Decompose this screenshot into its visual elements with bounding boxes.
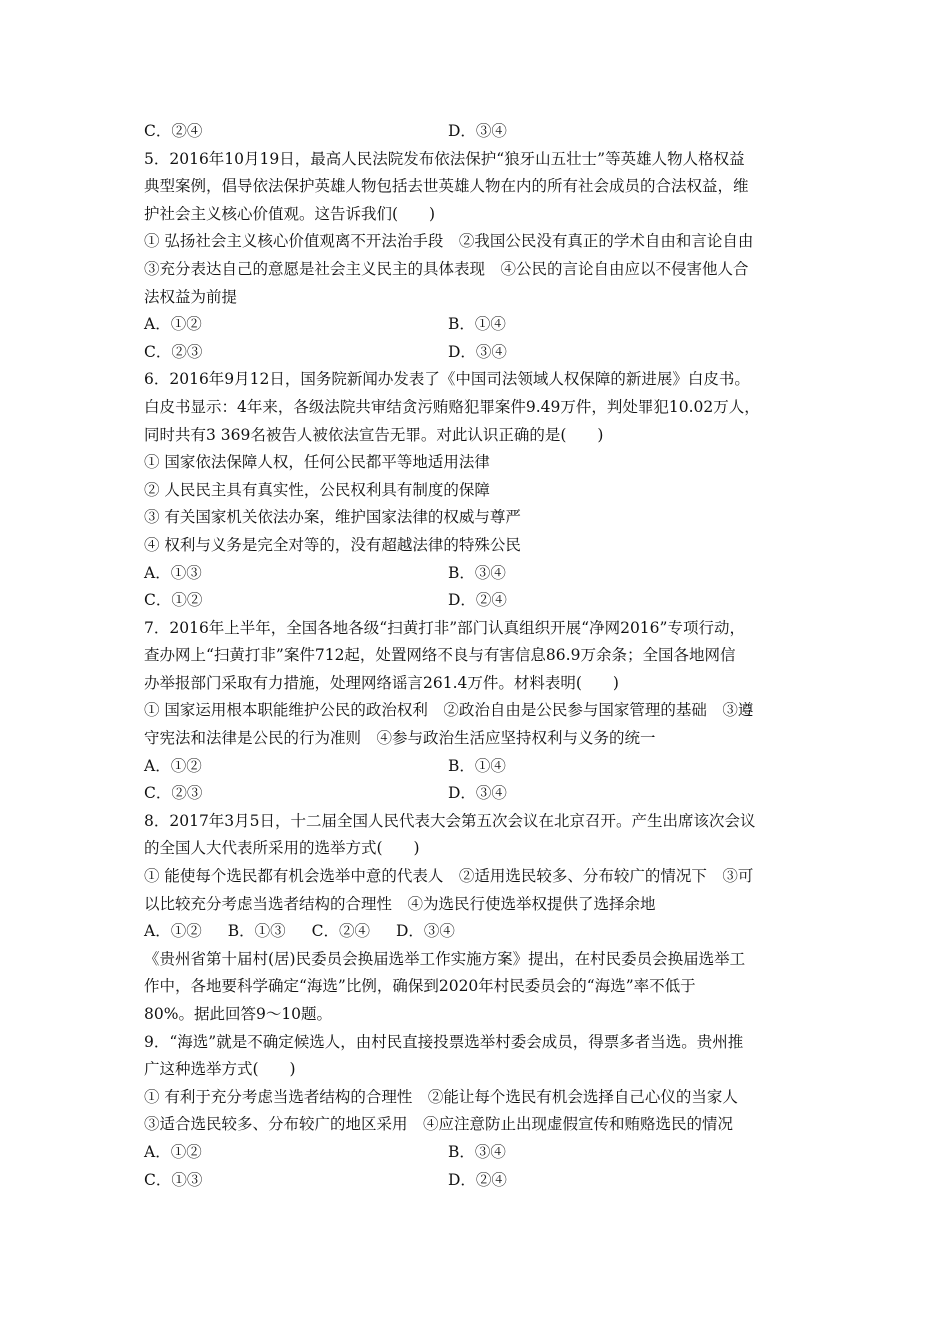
- q6-line: ③ 有关国家机关依法办案，维护国家法律的权威与尊严: [144, 508, 521, 527]
- q6-option-d: D．②④: [448, 591, 507, 610]
- question-9: [144, 1029, 816, 1195]
- q8-option-d: D．③④: [395, 922, 455, 941]
- q5-options-ab: [144, 311, 816, 339]
- q7-line: 7．2016年上半年，全国各地各级“扫黄打非”部门认真组织开展“净网2016”专项行动，: [144, 618, 745, 637]
- q5-line: 5．2016年10月19日，最高人民法院发布依法保护“狼牙山五壮士”等英雄人物人格权益: [144, 149, 745, 168]
- q6-option-c: C．①②: [144, 591, 203, 610]
- q5-line: 法权益为前提: [144, 287, 238, 306]
- q9-options-ab: [144, 1139, 816, 1167]
- q6-option-a: A．①③: [144, 563, 202, 582]
- q7-option-a: A．①②: [144, 756, 202, 775]
- q8-line: 的全国人大代表所采用的选举方式( ): [144, 839, 420, 858]
- q6-line: 6．2016年9月12日，国务院新闻办发表了《中国司法领域人权保障的新进展》白皮书。: [144, 370, 750, 389]
- material-line: 80%。据此回答9～10题。: [144, 1005, 333, 1023]
- q6-options-ab: [144, 560, 816, 588]
- q9-option-a: A．①②: [144, 1142, 202, 1161]
- q5-option-a: A．①②: [144, 315, 202, 334]
- q6-line: ① 国家依法保障人权，任何公民都平等地适用法律: [144, 453, 490, 472]
- q4-options-cd: [144, 118, 816, 146]
- q9-option-b: B．③④: [448, 1142, 506, 1161]
- q6-line: 同时共有3 369名被告人被依法宣告无罪。对此认识正确的是( ): [144, 425, 604, 444]
- q7-line: 守宪法和法律是公民的行为准则 ④参与政治生活应坚持权利与义务的统一: [144, 729, 656, 748]
- q6-option-b: B．③④: [448, 563, 506, 582]
- q8-option-a: A．①②: [144, 922, 202, 941]
- q8-options: [144, 918, 816, 946]
- question-8: [144, 808, 816, 946]
- q6-line: 白皮书显示：4年来，各级法院共审结贪污贿赂犯罪案件9.49万件，判处罪犯10.02万人，: [144, 397, 760, 416]
- q4-option-d: D．③④: [448, 122, 507, 140]
- material-line: 《贵州省第十届村(居)民委员会换届选举工作实施方案》提出，在村民委员会换届选举工: [144, 949, 746, 968]
- q5-option-d: D．③④: [448, 342, 507, 361]
- q9-option-d: D．②④: [448, 1170, 507, 1189]
- q9-line: 9．“海选”就是不确定候选人，由村民直接投票选举村委会成员，得票多者当选。贵州推: [144, 1032, 744, 1051]
- exam-page: [144, 118, 816, 1194]
- q5-line: 典型案例，倡导依法保护英雄人物包括去世英雄人物在内的所有社会成员的合法权益，维: [144, 177, 749, 196]
- q8-option-c: C．②④: [311, 922, 370, 941]
- question-6: [144, 366, 816, 614]
- q5-option-c: C．②③: [144, 342, 203, 361]
- question-5: [144, 146, 816, 367]
- q5-options-cd: [144, 339, 816, 367]
- q5-line: ① 弘扬社会主义核心价值观离不开法治手段 ②我国公民没有真正的学术自由和言论自由: [144, 232, 754, 251]
- material-line: 作中，各地要科学确定“海选”比例，确保到2020年村民委员会的“海选”率不低于: [144, 977, 696, 996]
- q5-line: ③充分表达自己的意愿是社会主义民主的具体表现 ④公民的言论自由应以不侵害他人合: [144, 259, 749, 278]
- q7-option-d: D．③④: [448, 784, 507, 803]
- q7-line: 办举报部门采取有力措施，处理网络谣言261.4万件。材料表明( ): [144, 673, 619, 692]
- q8-line: 8．2017年3月5日，十二届全国人民代表大会第五次会议在北京召开。产生出席该次会议: [144, 811, 756, 830]
- q9-line: ③适合选民较多、分布较广的地区采用 ④应注意防止出现虚假宣传和贿赂选民的情况: [144, 1115, 734, 1134]
- material-passage: [144, 946, 816, 1029]
- q5-line: 护社会主义核心价值观。这告诉我们( ): [144, 204, 436, 223]
- q4-option-c: C．②④: [144, 122, 203, 140]
- q7-options-ab: [144, 753, 816, 781]
- q9-line: ① 有利于充分考虑当选者结构的合理性 ②能让每个选民有机会选择自己心仪的当家人: [144, 1087, 738, 1106]
- q6-line: ② 人民民主具有真实性，公民权利具有制度的保障: [144, 480, 490, 499]
- q7-line: ① 国家运用根本职能维护公民的政治权利 ②政治自由是公民参与国家管理的基础 ③遵: [144, 701, 754, 720]
- q5-option-b: B．①④: [448, 315, 506, 334]
- q6-line: ④ 权利与义务是完全对等的，没有超越法律的特殊公民: [144, 535, 521, 554]
- q7-option-b: B．①④: [448, 756, 506, 775]
- q8-option-b: B．①③: [227, 922, 286, 941]
- q9-option-c: C．①③: [144, 1170, 203, 1189]
- q6-options-cd: [144, 587, 816, 615]
- q7-options-cd: [144, 780, 816, 808]
- question-7: [144, 615, 816, 808]
- q9-line: 广这种选举方式( ): [144, 1060, 296, 1079]
- q7-line: 查办网上“扫黄打非”案件712起，处置网络不良与有害信息86.9万余条；全国各地网信: [144, 646, 736, 665]
- q8-line: ① 能使每个选民都有机会选举中意的代表人 ②适用选民较多、分布较广的情况下 ③可: [144, 867, 754, 886]
- q8-line: 以比较充分考虑当选者结构的合理性 ④为选民行使选举权提供了选择余地: [144, 894, 656, 913]
- q9-options-cd: [144, 1167, 816, 1195]
- q7-option-c: C．②③: [144, 784, 203, 803]
